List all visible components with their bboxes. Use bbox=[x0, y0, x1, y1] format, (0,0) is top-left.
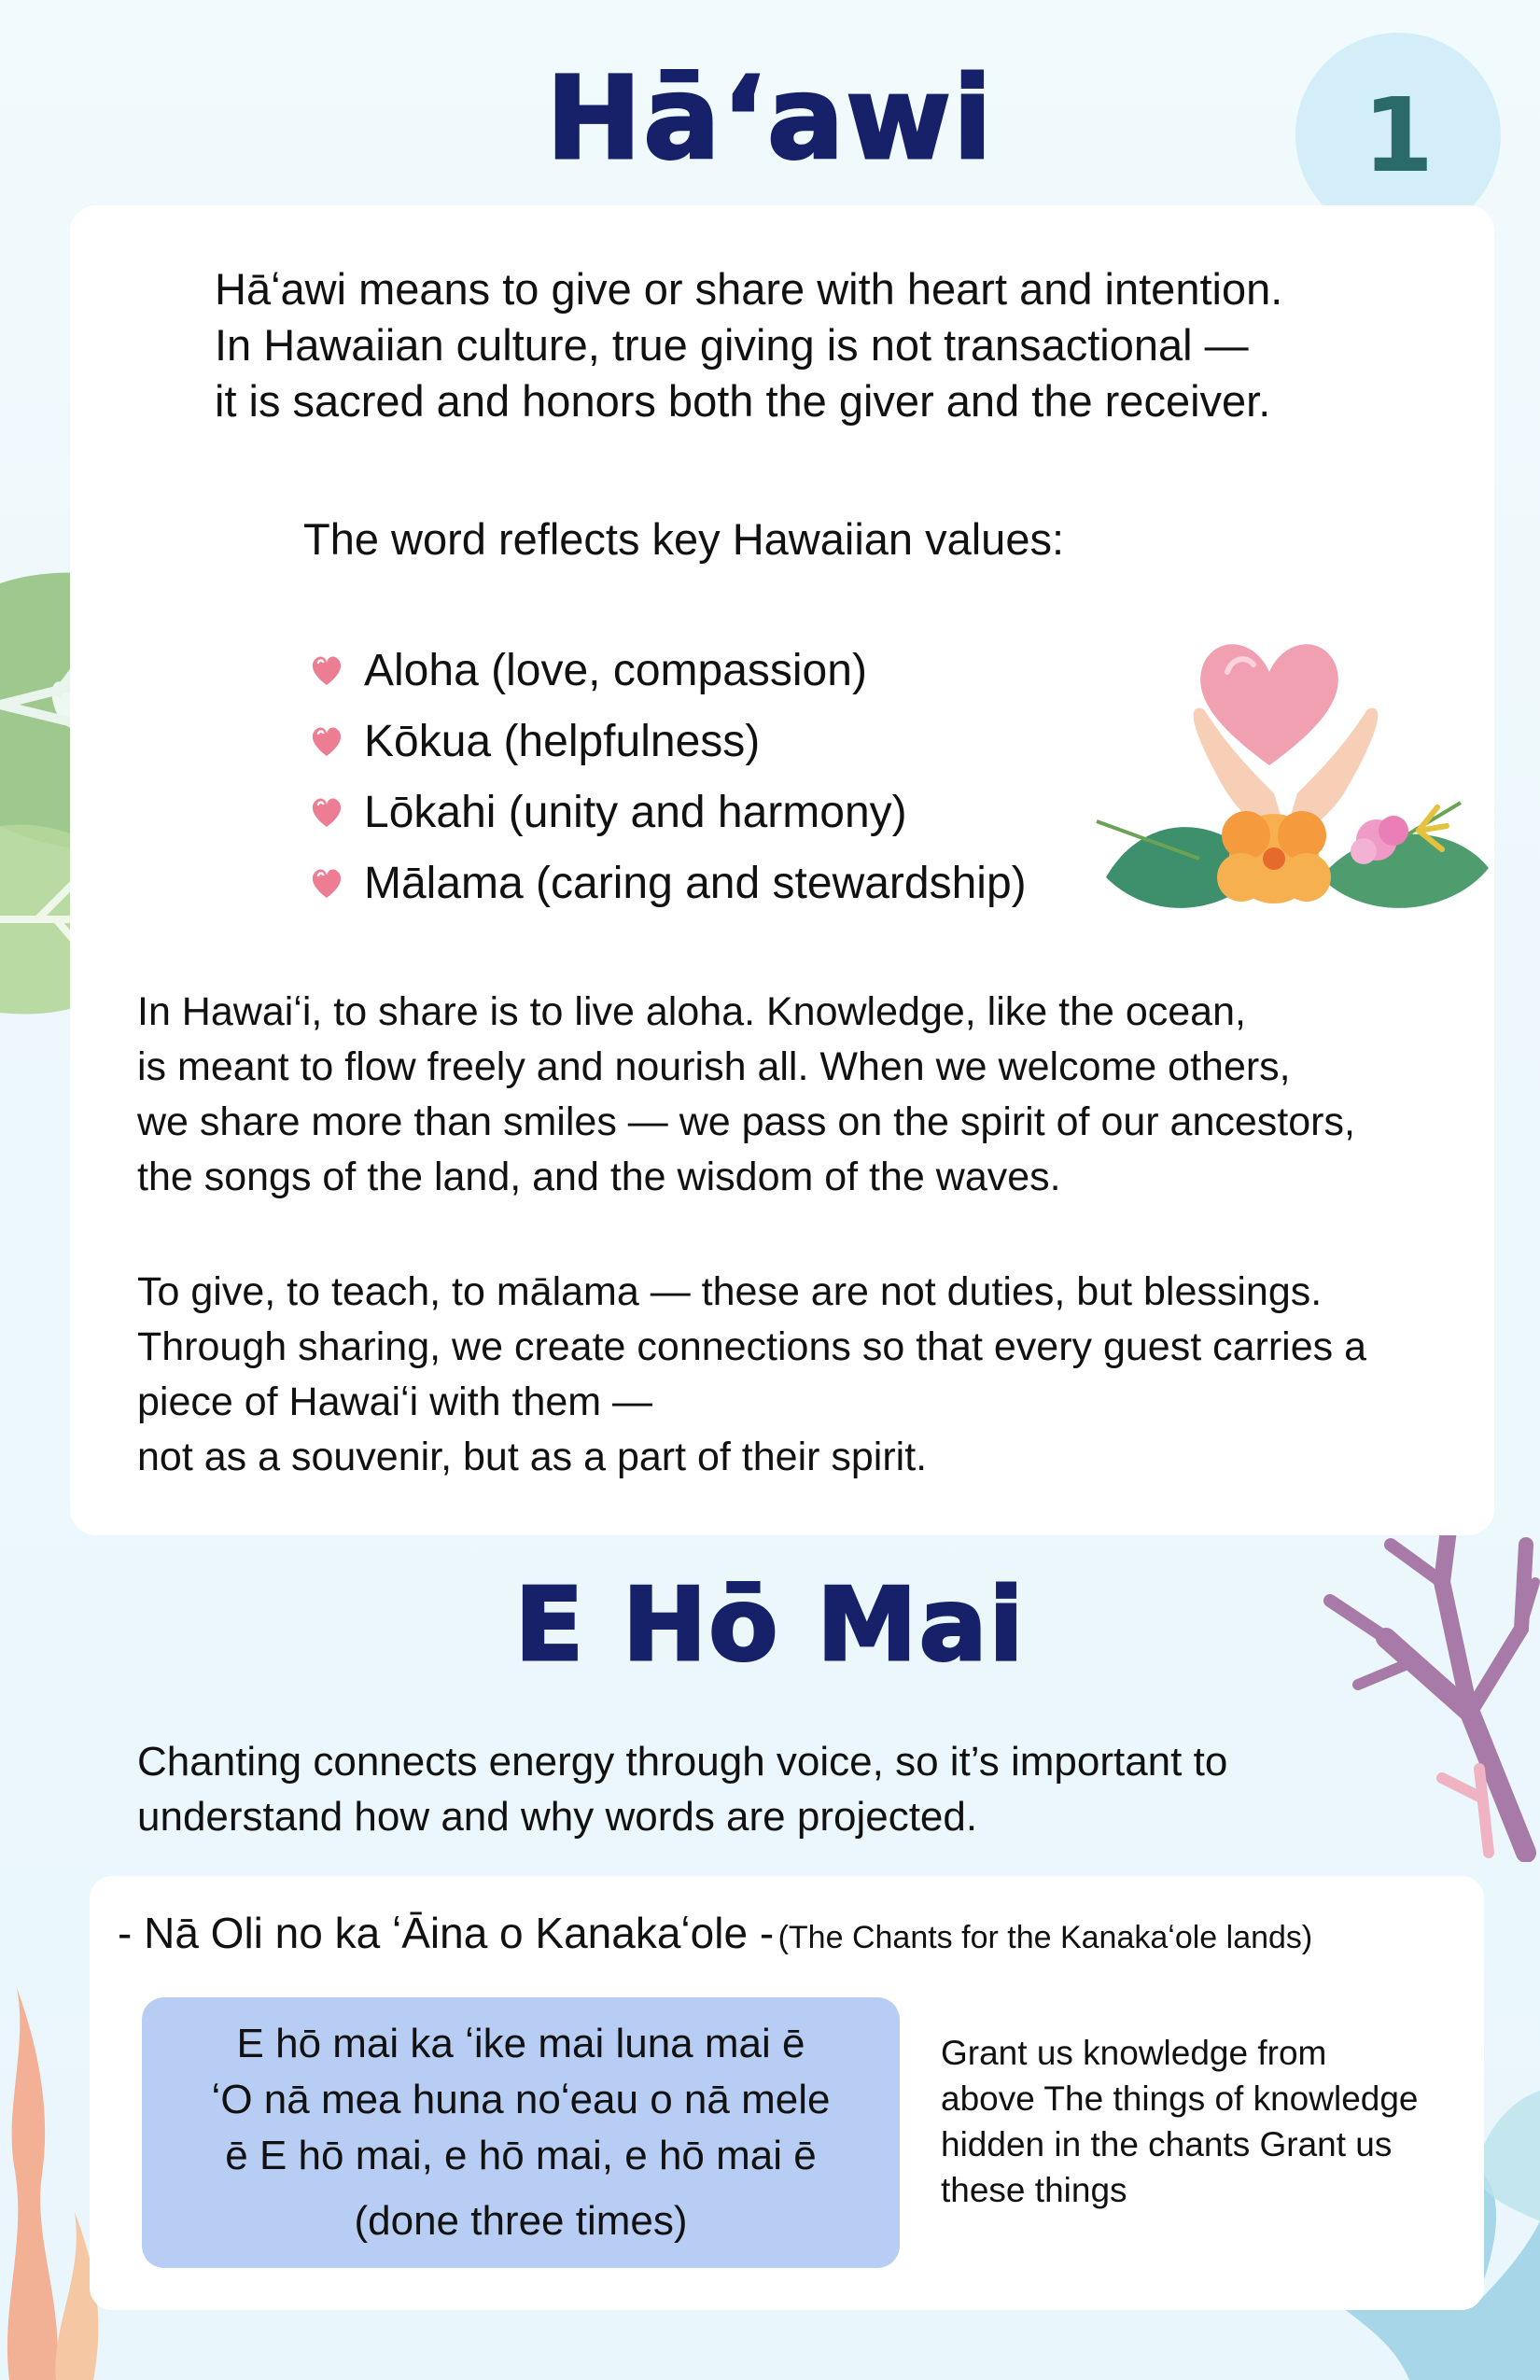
page-title-haawi: Hāʻawi bbox=[546, 52, 994, 185]
intro-line: Hāʻawi means to give or share with heart and intention. bbox=[215, 264, 1283, 314]
paragraph-line: we share more than smiles — we pass on the spirit of our ancestors, bbox=[137, 1099, 1355, 1144]
section-title-ehomai: E Hō Mai bbox=[514, 1567, 1026, 1684]
intro-line: it is sacred and honors both the giver and the receiver. bbox=[215, 376, 1271, 426]
value-label: Mālama (caring and stewardship) bbox=[364, 858, 1027, 908]
chant-title-text: - Nā Oli no ka ʻĀina o Kanakaʻole - bbox=[118, 1909, 775, 1957]
translation-line: Grant us knowledge from bbox=[941, 2034, 1327, 2072]
haawi-paragraph-2 bbox=[137, 985, 1491, 1205]
value-label: Kōkua (helpfulness) bbox=[364, 716, 761, 766]
intro-line: In Hawaiian culture, true giving is not transactional — bbox=[215, 320, 1249, 370]
heart-hands-icon bbox=[1087, 607, 1540, 961]
heart-bullet-icon bbox=[308, 793, 364, 831]
heart-bullet-icon bbox=[308, 722, 364, 760]
haawi-intro bbox=[215, 261, 1428, 429]
paragraph-line: is meant to flow freely and nourish all. When we welcome others, bbox=[137, 1044, 1291, 1089]
value-label: Lōkahi (unity and harmony) bbox=[364, 787, 907, 837]
chant-repeat-note: (done three times) bbox=[354, 2198, 688, 2244]
chant-line: E hō mai ka ʻike mai luna mai ē bbox=[236, 2021, 805, 2066]
paragraph-line: In Hawaiʻi, to share is to live aloha. Knowledge, like the ocean, bbox=[137, 989, 1246, 1034]
translation-line: above The things of knowledge bbox=[941, 2079, 1419, 2118]
paragraph-line: Through sharing, we create connections so that every guest carries a bbox=[137, 1324, 1366, 1369]
haawi-paragraph-3 bbox=[137, 1265, 1491, 1485]
heart-bullet-icon bbox=[308, 651, 364, 689]
paragraph-line: piece of Hawaiʻi with them — bbox=[137, 1379, 653, 1424]
chant-intro-line: understand how and why words are projected. bbox=[137, 1794, 978, 1840]
paragraph-line: not as a souvenir, but as a part of their spirit. bbox=[137, 1435, 928, 1479]
paragraph-line: To give, to teach, to mālama — these are not duties, but blessings. bbox=[137, 1269, 1323, 1314]
translation-line: hidden in the chants Grant us bbox=[941, 2125, 1393, 2163]
value-item bbox=[308, 635, 1027, 706]
value-item bbox=[308, 777, 1027, 847]
chant-line: ʻO nā mea huna noʻeau o nā mele bbox=[211, 2077, 831, 2122]
heart-bullet-icon bbox=[308, 864, 364, 902]
chant-subtitle: (The Chants for the Kanakaʻole lands) bbox=[777, 1920, 1313, 1955]
value-item bbox=[308, 706, 1027, 777]
translation-line: these things bbox=[941, 2171, 1127, 2209]
chant-intro bbox=[137, 1734, 1397, 1844]
values-heading: The word reflects key Hawaiian values: bbox=[303, 514, 1065, 564]
value-label: Aloha (love, compassion) bbox=[364, 645, 867, 695]
paragraph-line: the songs of the land, and the wisdom of the waves. bbox=[137, 1155, 1061, 1199]
chant-line: ē E hō mai, e hō mai, e hō mai ē bbox=[225, 2133, 817, 2178]
chant-lyrics-box bbox=[142, 1997, 900, 2268]
chant-translation bbox=[941, 2030, 1463, 2213]
values-list bbox=[308, 635, 1027, 918]
chant-title bbox=[118, 1908, 1312, 1958]
chant-intro-line: Chanting connects energy through voice, so it’s important to bbox=[137, 1739, 1228, 1785]
value-item bbox=[308, 847, 1027, 918]
page-number-badge: 1 bbox=[1295, 33, 1501, 238]
